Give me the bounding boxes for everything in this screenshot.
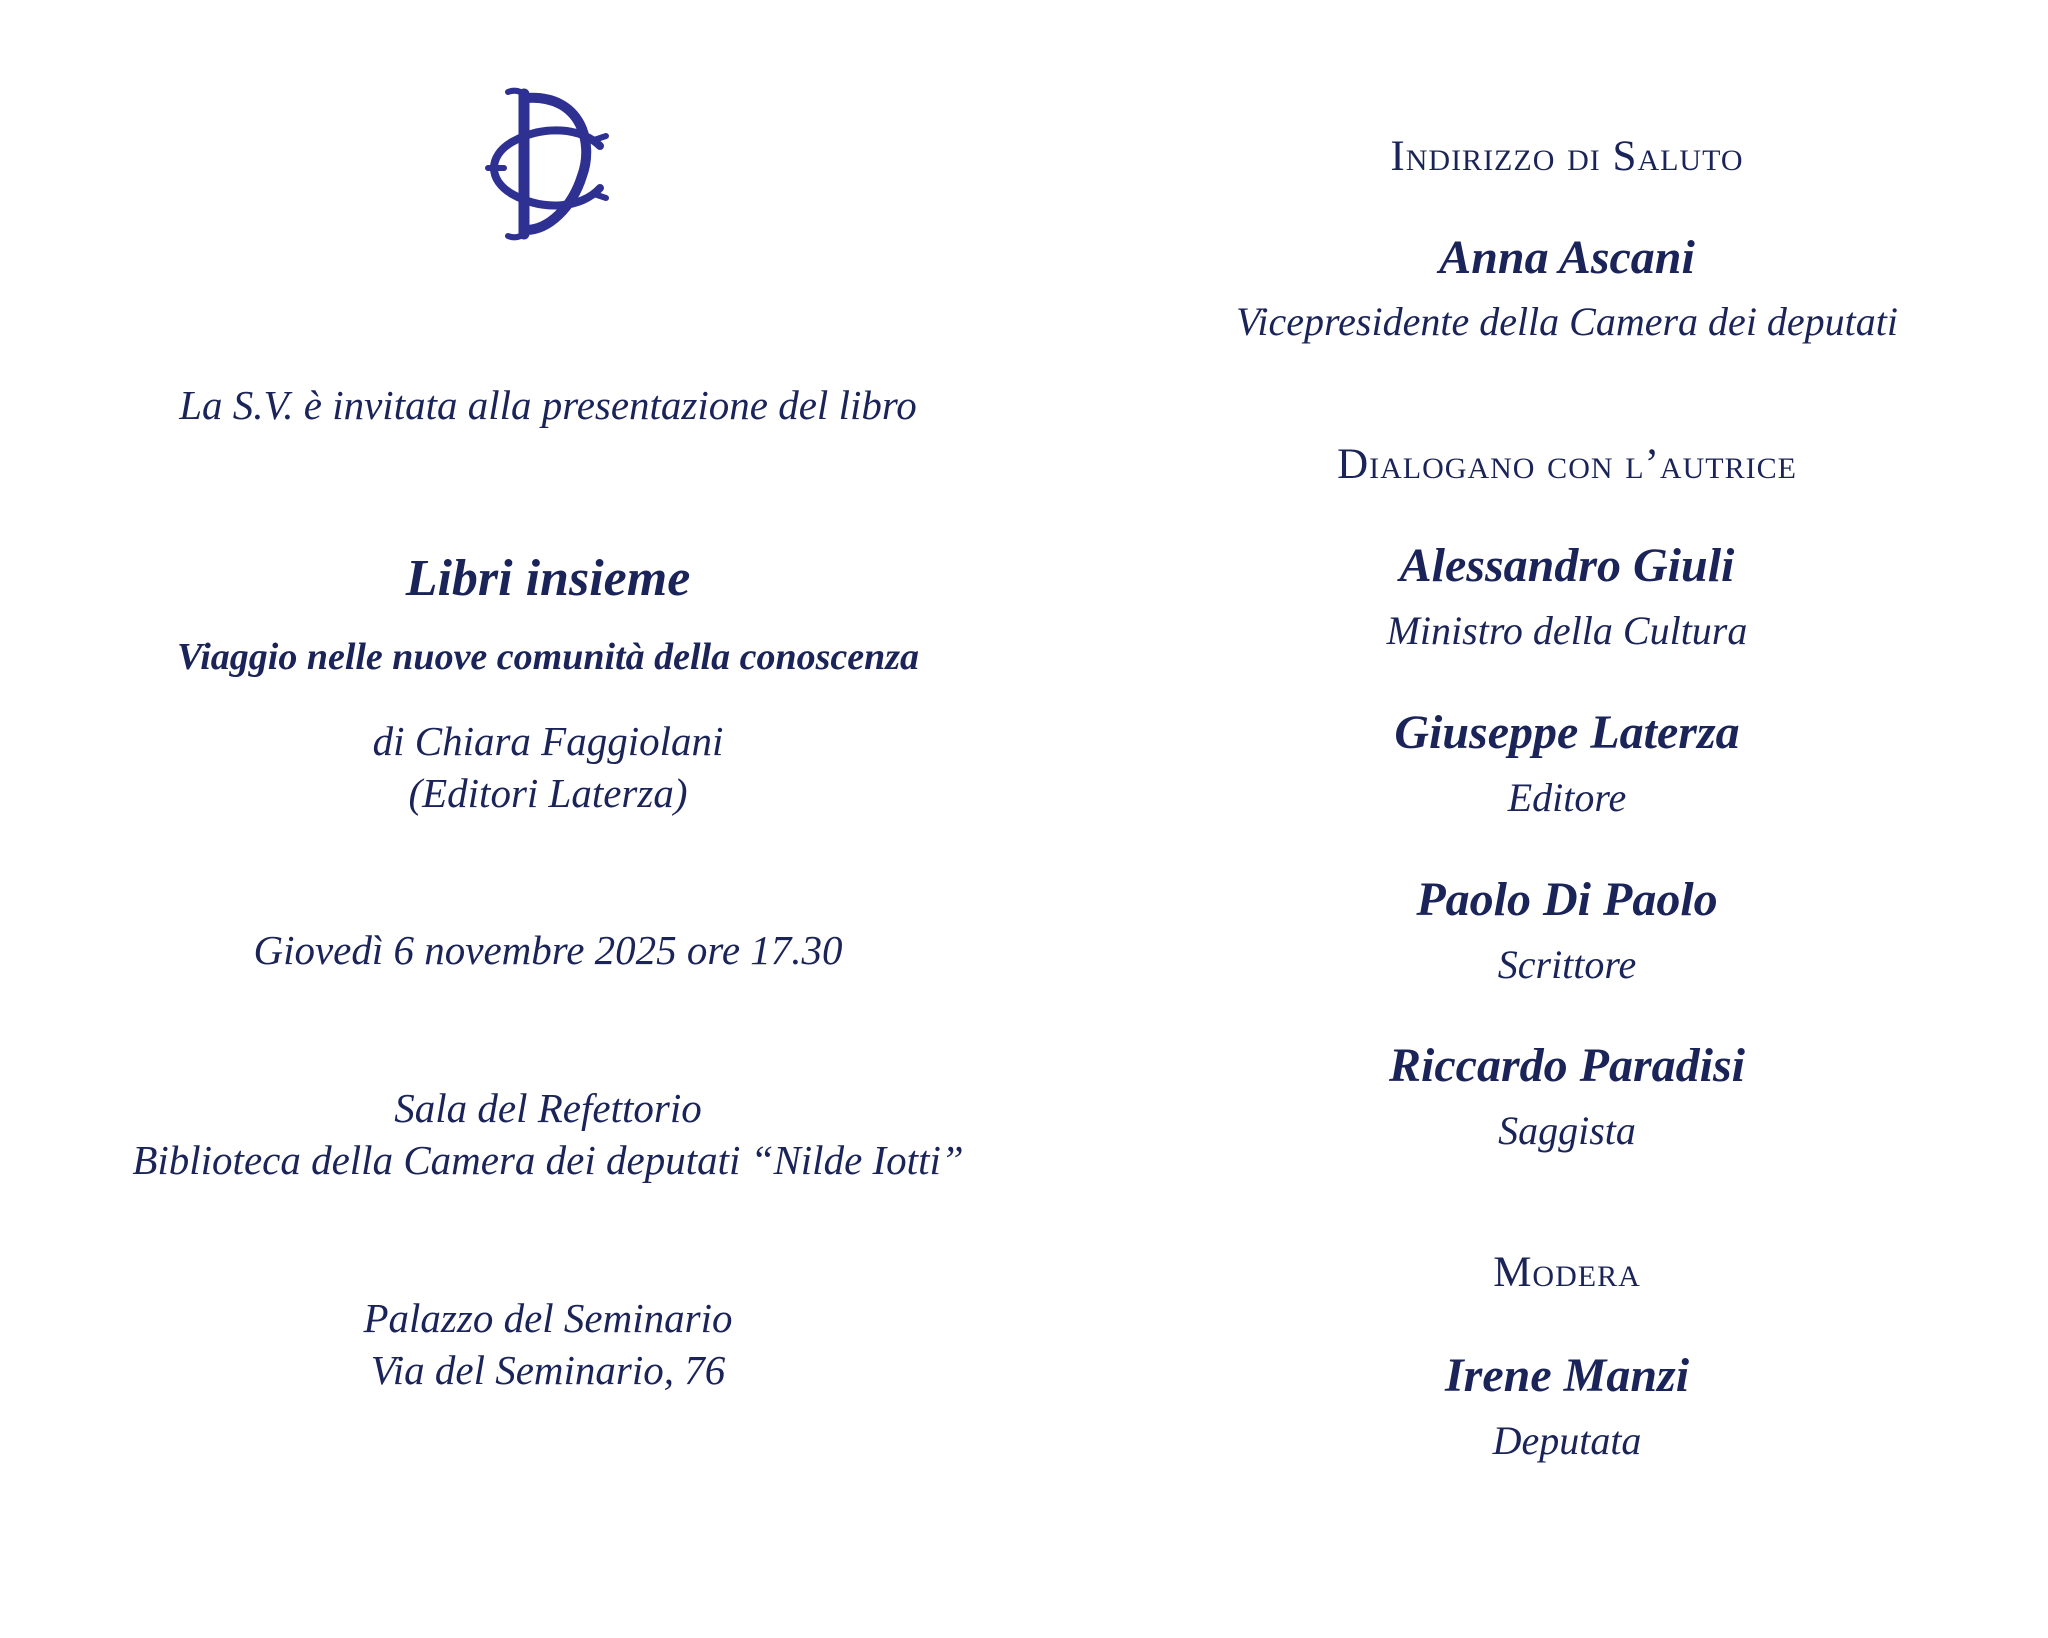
speaker-role: Vicepresidente della Camera dei deputati: [1235, 299, 1899, 344]
invitation-intro: La S.V. è invitata alla presentazione del libro: [179, 382, 917, 428]
venue-address: Via del Seminario, 76: [370, 1347, 726, 1393]
speaker-name: Paolo Di Paolo: [1416, 873, 1718, 926]
book-title: Libri insieme: [405, 550, 691, 607]
speaker-name: Anna Ascani: [1439, 231, 1695, 284]
book-publisher: (Editori Laterza): [408, 770, 688, 816]
invitation-right-column: [1100, 0, 2034, 1638]
venue-room: Sala del Refettorio: [394, 1085, 702, 1131]
speaker-name: Irene Manzi: [1444, 1349, 1690, 1402]
section-heading-moderator: Modera: [1493, 1249, 1641, 1296]
book-author: di Chiara Faggiolani: [372, 718, 724, 764]
speaker-role: Ministro della Cultura: [1386, 608, 1748, 653]
speaker-role: Editore: [1507, 775, 1627, 820]
speaker-role: Scrittore: [1497, 942, 1637, 987]
event-datetime: Giovedì 6 novembre 2025 ore 17.30: [253, 927, 843, 973]
speaker-role: Saggista: [1498, 1108, 1636, 1153]
speaker-name: Alessandro Giuli: [1399, 539, 1735, 592]
camera-dei-deputati-monogram-icon: [482, 84, 612, 244]
venue-building: Palazzo del Seminario: [363, 1295, 733, 1341]
venue-library: Biblioteca della Camera dei deputati “Nilde Iotti”: [132, 1137, 964, 1183]
speaker-role: Deputata: [1492, 1418, 1642, 1463]
speaker-name: Giuseppe Laterza: [1394, 706, 1740, 759]
section-heading-dialogue: Dialogano con l’autrice: [1337, 441, 1797, 488]
speaker-name: Riccardo Paradisi: [1389, 1039, 1745, 1092]
section-heading-greeting: Indirizzo di Saluto: [1390, 133, 1744, 180]
book-subtitle: Viaggio nelle nuove comunità della conoscenza: [176, 636, 920, 678]
